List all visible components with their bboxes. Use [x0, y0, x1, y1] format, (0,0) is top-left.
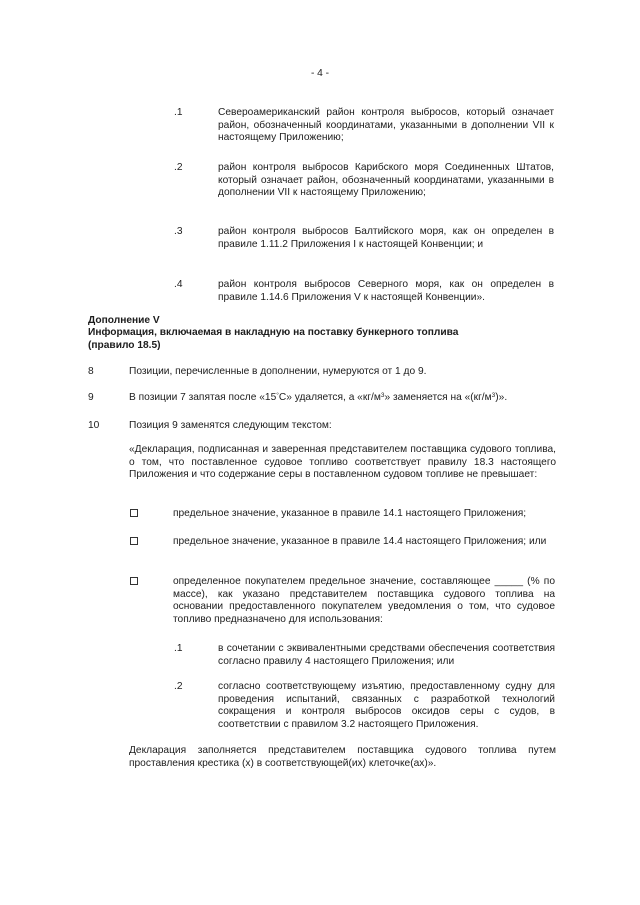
list-item-number: .2 [174, 162, 183, 173]
checkbox-item-text: предельное значение, указанное в правиле 14.1 настоящего Приложения; [173, 508, 527, 519]
page-number: - 4 - [310, 68, 330, 79]
checkbox-icon [130, 577, 138, 585]
item-text: Позиция 9 заменятся следующим текстом: [129, 420, 332, 431]
list-item-number: .1 [174, 107, 183, 118]
sublist-item-text: согласно соответствующему изъятию, предоставленному судну для проведения испытаний, связанных с разработкой технологий сокращения и контроля выбросов оксидов серы с судов, в соответствии с правилом 3.2 настоящего Приложения. [218, 681, 555, 730]
appendix-subtitle: Информация, включаемая в накладную на поставку бункерного топлива [88, 327, 459, 339]
checkbox-item-text: предельное значение, указанное в правиле 14.4 настоящего Приложения; или [173, 536, 547, 547]
appendix-title: Дополнение V [88, 315, 160, 326]
list-item-text: Североамериканский район контроля выбросов, который означает район, обозначенный координатами, указанными в дополнении VII к настоящему Приложению; [218, 107, 554, 144]
item-text: В позиции 7 запятая после «15°С» удаляется, а «$кг/м^3$» заменяется на «$(кг/м^3)$». [129, 392, 508, 403]
list-item-number: .4 [174, 279, 183, 290]
item-number: 9 [88, 392, 94, 403]
item-number: 8 [88, 366, 94, 377]
list-item-number: .3 [174, 226, 183, 237]
appendix-rule-reference: (правило 18.5) [88, 339, 161, 351]
item-number: 10 [88, 420, 100, 431]
item-text: Позиции, перечисленные в дополнении, нумеруются от 1 до 9. [129, 366, 427, 377]
sublist-item-text: в сочетании с эквивалентными средствами обеспечения соответствия согласно правилу 4 настоящего Приложения; или [218, 643, 555, 667]
list-item-text: район контроля выбросов Северного моря, как он определен в правиле 1.14.6 Приложения V к настоящей Конвенции». [218, 279, 554, 303]
checkbox-icon [130, 537, 138, 545]
list-item-text: район контроля выбросов Балтийского моря, как он определен в правиле 1.11.2 Приложения I к настоящей Конвенции; и [218, 226, 554, 250]
declaration-intro: «Декларация, подписанная и заверенная представителем поставщика судового топлива, о том, что поставленное судовое топливо соответствует правилу 18.3 настоящего Приложения и что содержание серы в поставленном судовом топливе не превышает: [129, 444, 556, 481]
appendix-heading [88, 315, 458, 352]
list-item-text: район контроля выбросов Карибского моря Соединенных Штатов, который означает район, обозначенный координатами, указанными в дополнении VII к настоящему Приложению; [218, 162, 554, 199]
sublist-item-number: .1 [174, 643, 183, 654]
checkbox-icon [130, 509, 138, 517]
checkbox-item-text: определенное покупателем предельное значение, составляющее _____ (% по массе), как указано представителем поставщика судового топлива на основании предоставленного покупателем уведомления о том, что судовое топливо предназначено для использования: [173, 576, 555, 625]
declaration-closing: Декларация заполняется представителем поставщика судового топлива путем проставления крестика (х) в соответствующей(их) клеточке(ах)». [129, 745, 556, 769]
sublist-item-number: .2 [174, 681, 183, 692]
